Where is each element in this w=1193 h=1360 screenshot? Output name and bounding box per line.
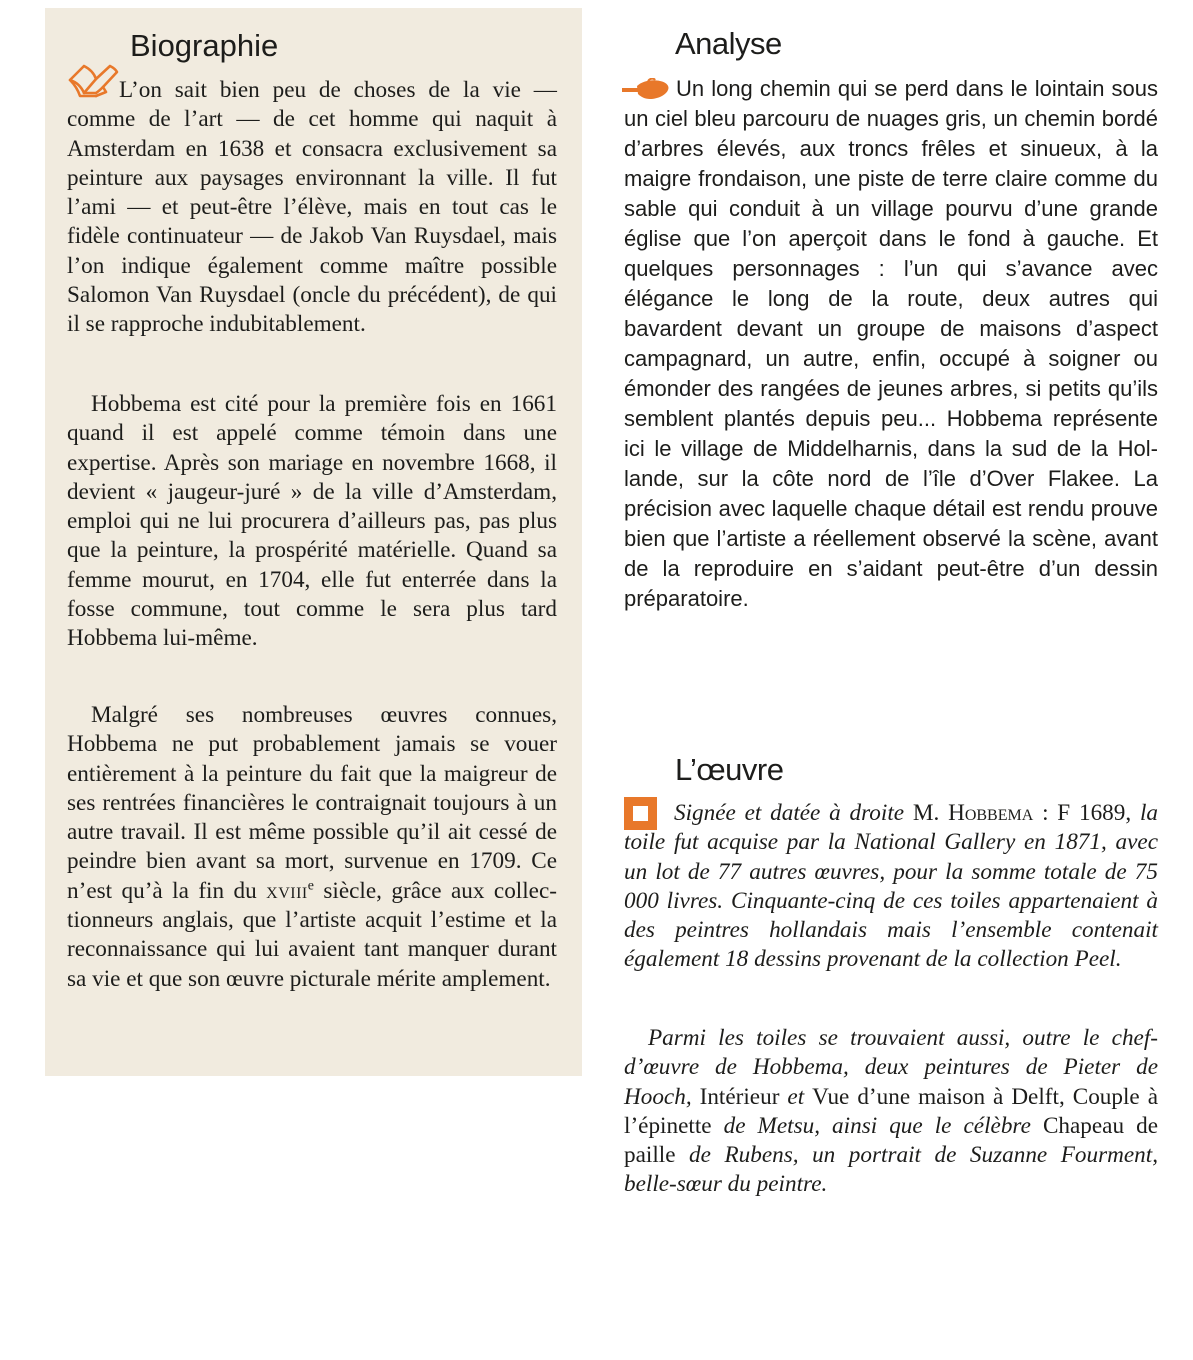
oeuvre-paragraph-2-part-d: de Rubens, un portrait de Suzanne Fourment, belle-sœur du peintre.: [624, 1142, 1158, 1198]
biography-paragraph-3: [67, 701, 557, 994]
oeuvre-paragraph-2: [624, 1024, 1158, 1200]
biography-paragraph-2: Hobbema est cité pour la première fois en 1661 quand il est appelé comme témoin dans une expertise. Après son mariage en novembre 1668, il devient « jaugeur-juré » de la ville d’Amsterdam, emploi qui ne lui procurera d’ailleurs pas, pas plus que la peinture, la prospérité matérielle. Quand sa femme mourut, en 1704, elle fut enterrée dans la fosse commune, tout comme le sera plus tard Hobbema lui-même.: [67, 391, 557, 652]
oeuvre-paragraph-2-part-a: Parmi les toiles se trouvaient aussi, outre le chef-d’œuvre de Hobbema, deux peintures de Pieter de Hooch,: [624, 1025, 1158, 1110]
painting-title-vue-delft: Vue d’une maison à Delft, Couple à l’épinette: [624, 1083, 1158, 1139]
signature-inscription: M. Hobbema : F 1689,: [912, 800, 1132, 826]
oeuvre-title: L’œuvre: [675, 752, 784, 787]
oeuvre-paragraph-2-part-b: et: [779, 1083, 813, 1110]
century-numeral: xviii: [266, 877, 308, 904]
oeuvre-paragraph-1-start: Signée et datée à droite: [674, 800, 913, 826]
biography-paragraph-3-start: Malgré ses nombreuses œuvres connues, Hobbema ne put probablement jamais se vouer entièrement à la peinture du fait que la maigreur de ses rentrées financières le contraignait toujours à un autre travail. Il est même possible qu’il ait cessé de peindre bien avant sa mort, survenue en 1709. Ce n’est qu’à la fin du: [67, 702, 557, 904]
biography-paragraph-1: L’on sait bien peu de choses de la vie — comme de l’art — de cet homme qui naquit à Amsterdam en 1638 et consacra exclusivement sa peinture aux paysages environnant la ville. Il fut l’ami — et peut-être l’élève, mais en tout cas le fidèle continuateur — de Jakob Van Ruysdael, mais l’on indique également comme maître possible Salomon Van Ruysdael (oncle du précédent), de qui il se rapproche indubitablement.: [67, 77, 557, 338]
painting-title-interieur: Intérieur: [699, 1083, 780, 1110]
analysis-text: Un long chemin qui se perd dans le lointain sous un ciel bleu parcouru de nuages gris, un chemin bordé d’arbres élevés, aux troncs frêles et sinueux, à la maigre frondaison, une piste de terre claire comme du sable qui conduit à un village pourvu d’une grande église que l’on aperçoit dans le fond à gauche. Et quelques personnages : l’un qui s’avance avec élégance le long de la route, deux autres qui bavardent devant un groupe de maisons d’aspect campagnard, un autre, enfin, occupé à soigner ou émonder des rangées de jeunes arbres, si petits qu’ils semblent plantés depuis peu... Hobbema représente ici le village de Middelharnis, dans la sud de la Hollande, sur la côte nord de l’île d’Over Flakee. La précision avec laquelle chaque détail est rendu prouve bien que l’artiste a réellement observé la scène, avant de la reproduire en s’aidant peut-être d’un dessin préparatoire.: [624, 76, 1158, 611]
painting-title-chapeau: Chapeau de paille: [624, 1112, 1158, 1169]
century-superscript: e: [307, 878, 314, 894]
biography-paragraph-3-end: siècle, grâce aux collectionneurs anglais, que l’artiste acquit l’estime et la reconnaissance qui lui avaient tant manquer durant sa vie et que son œuvre picturale mérite amplement.: [67, 877, 558, 992]
oeuvre-paragraph-1: [624, 799, 1158, 975]
oeuvre-paragraph-2-part-c: de Metsu, ainsi que le célèbre: [711, 1112, 1043, 1139]
oeuvre-paragraph-1-end: la toile fut acquise par la National Gallery en 1871, avec un lot de 77 autres œuvres, pour la somme totale de 75 000 livres. Cinquante-cinq de ces toiles appartenaient à des peintres hollandais mais l’ensemble contenait également 18 dessins provenant de la collection Peel.: [624, 800, 1159, 973]
biography-title: Biographie: [130, 28, 279, 63]
analysis-title: Analyse: [675, 26, 782, 61]
